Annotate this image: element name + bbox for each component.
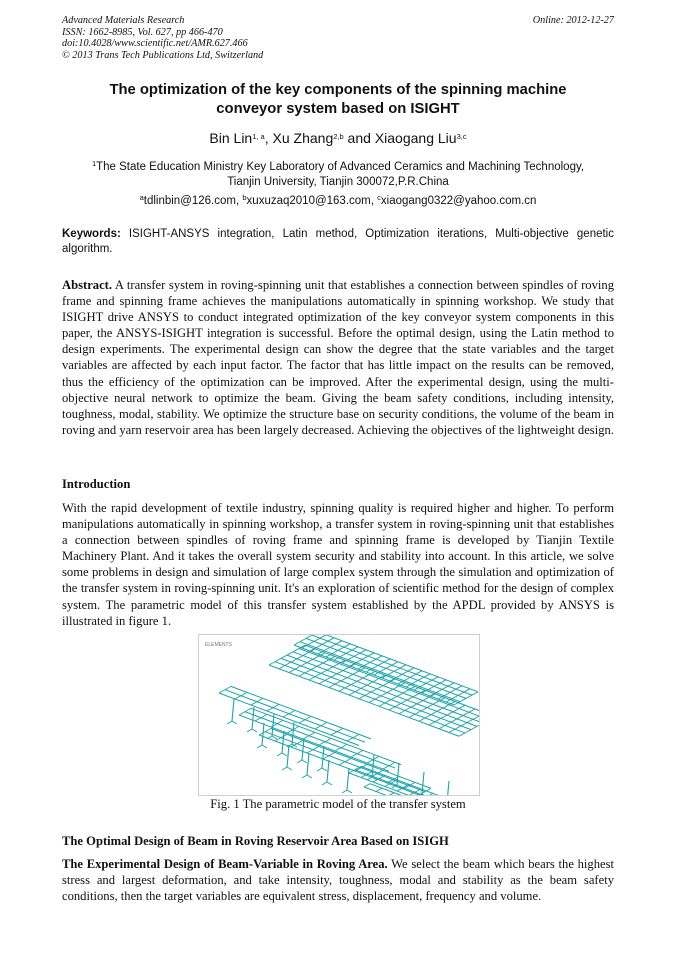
model-beam-line (334, 647, 358, 660)
model-beam-line (262, 745, 267, 748)
model-beam-line (269, 645, 305, 665)
model-beam-line (422, 794, 427, 795)
affiliation-line-1 (62, 156, 614, 175)
model-beam-line (358, 656, 382, 669)
model-beam-line (318, 641, 342, 654)
model-beam-line (339, 671, 375, 691)
model-beam-line (390, 668, 414, 681)
model-beam-line (326, 644, 350, 657)
model-beam-line (382, 665, 406, 678)
model-beam-line (287, 767, 292, 770)
model-beam-line (319, 738, 331, 745)
model-beam-line (342, 650, 366, 663)
model-beam-line (287, 745, 289, 767)
model-beam-line (299, 656, 335, 676)
introduction-text: With the rapid development of textile industry, spinning quality is required higher and higher. To perform manipulations automatically in spinning workshop, a transfer system in roving-spinning unit that establishes a connection between spindles of roving frame and spinning frame is developed by Tianjin Textile Machinery Plant. And it takes the overall system security and stability into account. In this article, we solve some problems in design and simulation of large complex system through the simulation and optimization of the transfer system in roving-spinning unit. It's an exploration of scientific method for the design of complex system. The parametric model of this transfer system established by the APDL provided by ANSYS is illustrated in figure 1. (62, 501, 614, 628)
subsection-label: The Experimental Design of Beam-Variable in Roving Area. (62, 857, 388, 871)
model-beam-line (389, 690, 425, 710)
model-beam-line (307, 746, 319, 753)
model-beam-line (299, 716, 311, 723)
model-beam-line (406, 674, 430, 687)
journal-doi[interactable]: doi:10.4028/www.scientific.net/AMR.627.466 (62, 38, 248, 50)
model-beam-line (307, 753, 309, 775)
model-beam-line (239, 708, 251, 715)
model-beam-line (430, 683, 454, 696)
model-beam-line (255, 714, 267, 721)
journal-copyright: © 2013 Trans Tech Publications Ltd, Switzerland (62, 49, 264, 61)
model-beam-line (323, 752, 335, 759)
author-emails (62, 193, 614, 207)
model-beam-line (342, 790, 347, 793)
section-paragraph (62, 856, 614, 904)
model-beam-line (281, 658, 471, 729)
model-beam-line (350, 653, 374, 666)
author-3: Xiaogang Liu (374, 130, 457, 146)
abstract (62, 277, 614, 438)
affiliation (62, 156, 614, 190)
model-beam-line (446, 689, 470, 702)
model-beam-line (291, 740, 303, 747)
author-sep-1: , (264, 130, 273, 146)
author-2: Xu Zhang (272, 130, 334, 146)
model-beam-line (409, 698, 445, 718)
model-beam-line (283, 710, 295, 717)
affiliation-marker: 1 (91, 159, 97, 168)
model-beam-line (262, 723, 264, 745)
model-beam-line (439, 709, 475, 729)
model-beam-line (349, 675, 385, 695)
model-beam-line (383, 762, 395, 769)
model-beam-line (259, 728, 271, 735)
figure-inner-label: ELEMENTS (205, 642, 232, 648)
journal-issn: ISSN: 1662-8985, Vol. 627, pp 466-470 (62, 26, 223, 38)
keywords-label: Keywords: (62, 228, 121, 240)
model-beam-line (364, 784, 370, 787)
model-beam-line (347, 768, 349, 790)
model-beam-line (252, 729, 257, 732)
model-beam-line (251, 698, 263, 705)
model-beam-line (309, 660, 345, 680)
author-3-affil: 3,c (456, 132, 467, 141)
model-beam-line (277, 753, 282, 756)
title-line-2: conveyor system based on ISIGHT (216, 101, 460, 117)
model-beam-line (297, 760, 302, 763)
model-beam-line (319, 664, 355, 684)
model-beam-line (331, 728, 343, 735)
model-beam-line (335, 744, 347, 751)
paper-title (62, 81, 614, 119)
online-date: Online: 2012-12-27 (532, 15, 614, 26)
model-beam-line (302, 775, 307, 778)
model-beam-line (275, 662, 465, 733)
structure-lines (219, 635, 479, 795)
email-c[interactable]: xiaogang0322@yahoo.com.cn (380, 195, 537, 207)
keywords-text: ISIGHT-ANSYS integration, Latin method, Optimization iterations, Multi-objective genetic algorithm. (62, 228, 614, 255)
model-beam-line (292, 722, 294, 744)
model-beam-line (419, 701, 455, 721)
keywords (62, 227, 614, 257)
title-line-1: The optimization of the key components of the spinning machine (109, 82, 567, 98)
affiliation-line-2: Tianjin University, Tianjin 300072,P.R.China (227, 176, 449, 188)
model-beam-line (447, 781, 449, 795)
model-beam-line (219, 693, 359, 746)
model-beam-line (289, 653, 325, 673)
model-beam-line (307, 775, 312, 778)
model-beam-line (399, 694, 435, 714)
model-beam-line (232, 699, 234, 721)
model-beam-line (374, 662, 398, 675)
abstract-label: Abstract. (62, 278, 113, 292)
introduction-heading: Introduction (62, 477, 131, 491)
model-beam-line (322, 746, 324, 768)
model-beam-line (347, 790, 352, 793)
model-beam-line (272, 714, 274, 736)
model-beam-line (287, 655, 477, 726)
email-b-marker: b (242, 193, 247, 202)
author-sep-2: and (343, 130, 375, 146)
email-a[interactable]: tdlinbin@126.com, (143, 195, 243, 207)
author-list (62, 130, 614, 146)
model-beam-line (315, 722, 327, 729)
model-beam-line (422, 680, 446, 693)
model-beam-line (247, 729, 252, 732)
author-1: Bin Lin (209, 130, 253, 146)
model-beam-line (310, 638, 334, 651)
figure-1-image (198, 634, 480, 796)
model-beam-line (322, 782, 327, 785)
model-beam-line (414, 677, 438, 690)
model-beam-line (279, 649, 315, 669)
affiliation-text-1: The State Education Ministry Key Laboratory of Advanced Ceramics and Machining Technology, (96, 161, 585, 173)
model-beam-line (379, 686, 415, 706)
model-beam-line (267, 704, 279, 711)
model-beam-line (303, 732, 315, 739)
model-beam-line (376, 788, 382, 791)
model-beam-line (347, 734, 359, 741)
transfer-system-model-drawing (199, 635, 479, 795)
model-beam-line (282, 731, 284, 753)
email-b[interactable]: xuxuzaq2010@163.com, (246, 195, 378, 207)
model-beam-line (369, 683, 405, 703)
section-text: We select the beam which bears the highest stress and largest deformation, and take intensity, toughness, modal and stability as the beam safety conditions, then the target variables are equivalent stress, displacement, frequency and volume. (62, 857, 614, 904)
model-beam-line (339, 758, 351, 765)
abstract-text: A transfer system in roving-spinning unit that establishes a connection between spindles of roving frame and spinning frame achieves the manipulations automatically in spinning workshop. We study that ISIGHT drive ANSYS to conduct integrated optimization of the key conveyor system components in this paper, the ANSYS-ISIGHT integration is successful. Before the optimal design, using the Latin method to design experiments. The experimental design can show the degree that the state variables and the target variables are affected by each input factor. The factor that has little impact on the results can be removed, thus the efficiency of the optimization can be improved. After the experimental design, using the multi-objective neural network to optimize the beam. Giving the beam safety conditions, including intensity, toughness, modal, stability. We optimize the structure base on security conditions, the volume of the beam in roving and yarn reservoir area has been largely decreased. Achieving the objectives of the lightweight design. (62, 278, 614, 437)
model-beam-line (359, 679, 395, 699)
model-beam-line (317, 768, 322, 771)
model-beam-line (302, 760, 307, 763)
model-beam-line (252, 707, 254, 729)
journal-header (62, 15, 263, 61)
model-beam-line (282, 753, 287, 756)
journal-name: Advanced Materials Research (62, 15, 185, 26)
email-c-marker: c (377, 193, 381, 202)
model-beam-line (366, 659, 390, 672)
model-beam-line (302, 738, 304, 760)
model-beam-line (275, 734, 287, 741)
model-beam-line (398, 671, 422, 684)
model-beam-line (367, 777, 372, 780)
email-a-marker: a (139, 193, 144, 202)
model-beam-line (329, 668, 365, 688)
model-beam-line (219, 686, 231, 693)
model-beam-line (282, 767, 287, 770)
model-beam-line (322, 768, 327, 771)
model-beam-line (327, 782, 332, 785)
model-beam-line (429, 705, 465, 725)
author-1-affil: 1, a (252, 132, 265, 141)
figure-1-caption: Fig. 1 The parametric model of the transfer system (210, 797, 466, 811)
model-beam-line (388, 793, 394, 795)
model-beam-line (327, 760, 329, 782)
model-beam-line (454, 692, 478, 705)
model-beam-line (232, 721, 237, 724)
model-beam-line (438, 686, 462, 699)
model-beam-line (235, 692, 247, 699)
section-heading: The Optimal Design of Beam in Roving Reservoir Area Based on ISIGH (62, 834, 449, 848)
model-beam-line (302, 635, 326, 648)
author-2-affil: 2,b (333, 132, 344, 141)
model-beam-line (227, 721, 232, 724)
model-beam-line (351, 750, 363, 757)
model-beam-line (257, 745, 262, 748)
model-beam-line (225, 690, 365, 743)
